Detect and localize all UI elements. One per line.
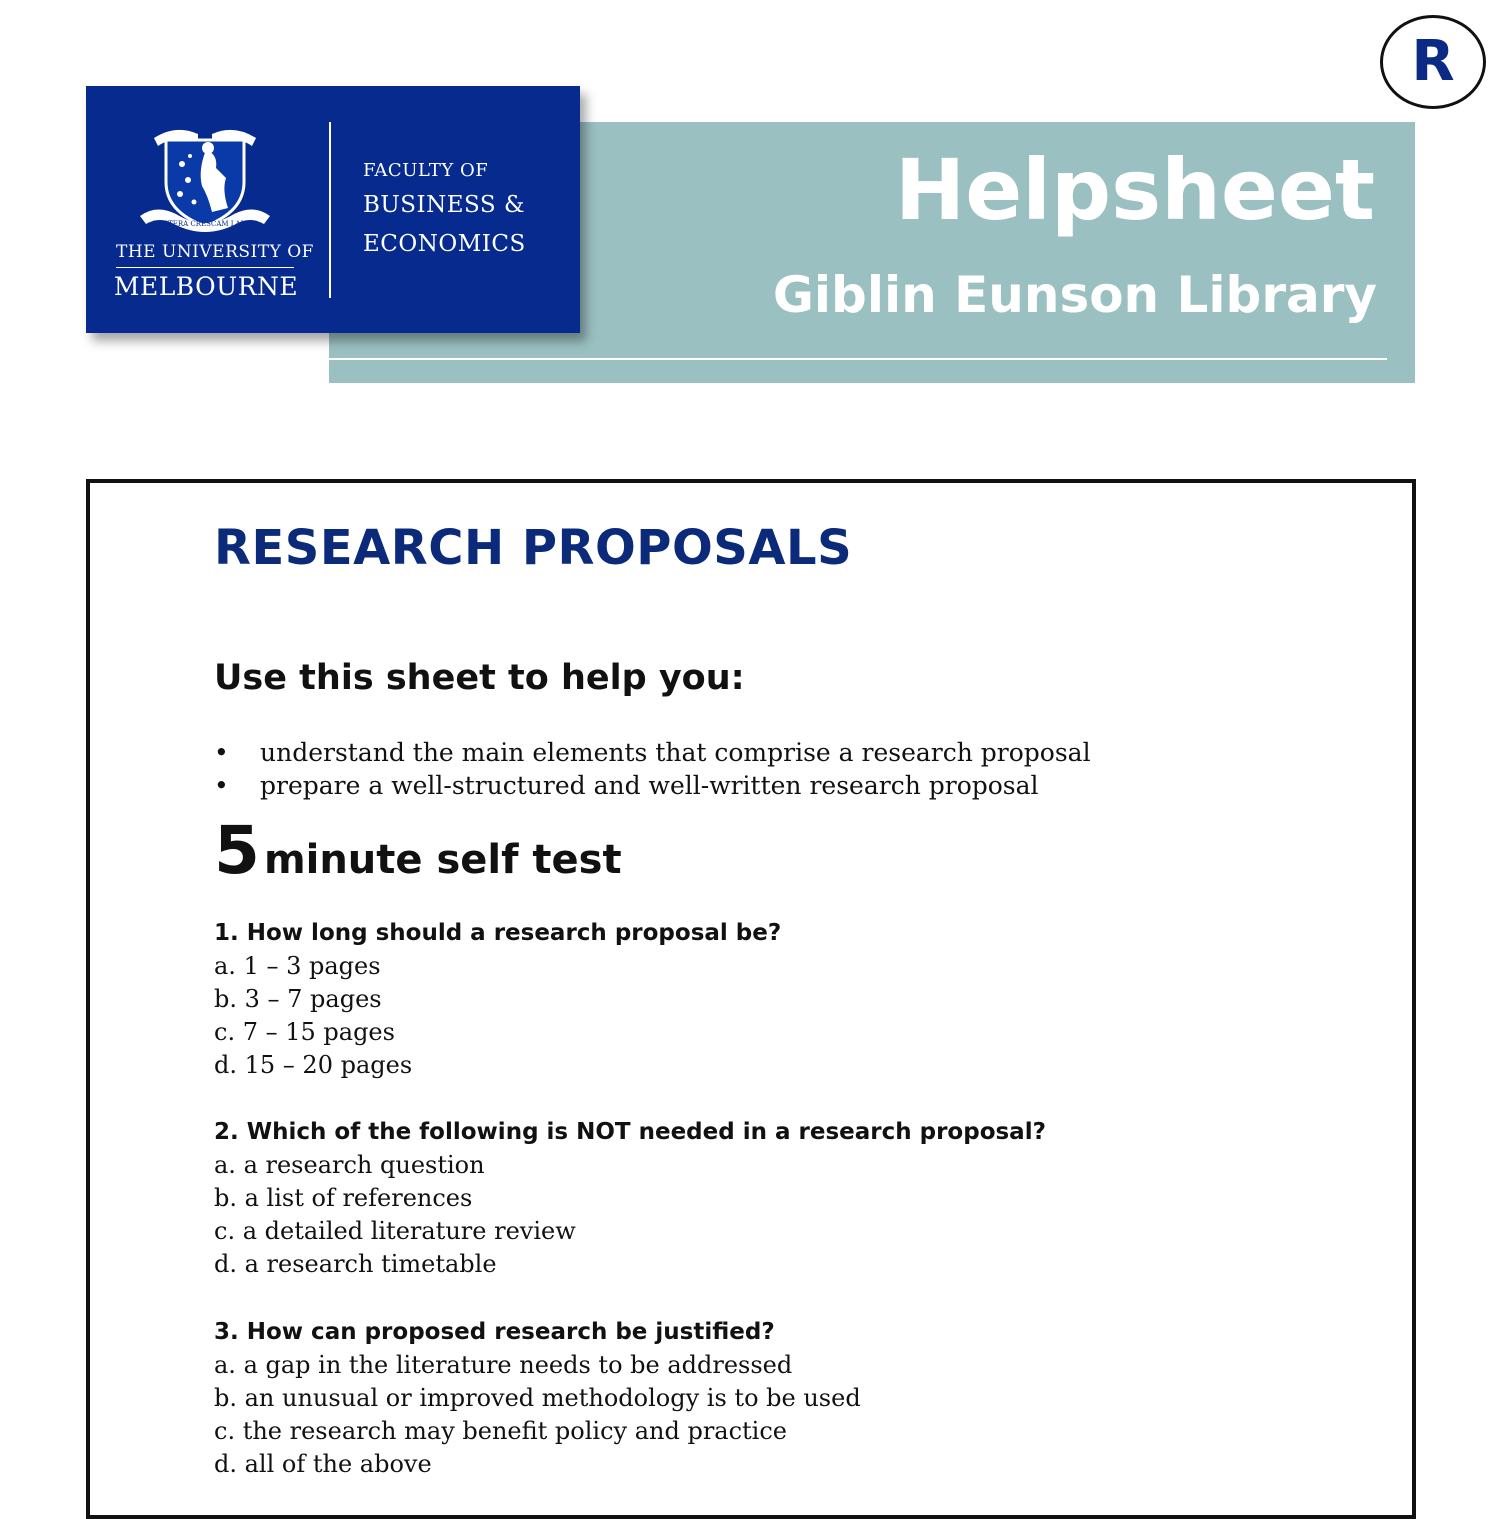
university-name-line2: MELBOURNE bbox=[113, 272, 299, 301]
logo-divider bbox=[329, 122, 331, 298]
answer-option: c. the research may benefit policy and practice bbox=[214, 1417, 787, 1445]
header-subtitle: Giblin Eunson Library bbox=[772, 266, 1377, 324]
self-test-label: minute self test bbox=[263, 837, 622, 883]
question-2 bbox=[214, 1116, 1046, 1281]
answer-option: c. a detailed literature review bbox=[214, 1217, 576, 1245]
list-item bbox=[214, 736, 1091, 769]
faculty-name-line3: ECONOMICS bbox=[363, 231, 526, 257]
bullet-icon: • bbox=[214, 738, 229, 767]
header-title: Helpsheet bbox=[894, 141, 1375, 239]
self-test-number: 5 bbox=[214, 812, 260, 889]
answer-option: d. all of the above bbox=[214, 1450, 432, 1478]
answer-option: d. a research timetable bbox=[214, 1250, 497, 1278]
document-title: RESEARCH PROPOSALS bbox=[214, 520, 853, 576]
question-1 bbox=[214, 917, 781, 1082]
university-name-line1: THE UNIVERSITY OF bbox=[116, 242, 314, 262]
answer-option: a. 1 – 3 pages bbox=[214, 952, 381, 980]
self-test-heading bbox=[214, 812, 622, 889]
faculty-name-line2: BUSINESS & bbox=[363, 192, 525, 218]
list-item bbox=[214, 769, 1091, 802]
question-text: 2. Which of the following is NOT needed in a research proposal? bbox=[214, 1119, 1046, 1145]
faculty-name-line1: FACULTY OF bbox=[363, 160, 489, 181]
header-divider bbox=[329, 358, 1387, 360]
answer-option: b. an unusual or improved methodology is to be used bbox=[214, 1384, 861, 1412]
answer-option: b. 3 – 7 pages bbox=[214, 985, 382, 1013]
objectives-list bbox=[214, 736, 1091, 802]
question-text: 3. How can proposed research be justified? bbox=[214, 1319, 775, 1345]
corner-badge bbox=[1380, 15, 1486, 109]
university-name-separator bbox=[116, 267, 294, 268]
list-item-text: understand the main elements that comprise a research proposal bbox=[260, 738, 1091, 767]
answer-option: d. 15 – 20 pages bbox=[214, 1051, 413, 1079]
answer-option: a. a research question bbox=[214, 1151, 485, 1179]
corner-badge-letter: R bbox=[1411, 29, 1455, 94]
crest-icon bbox=[136, 120, 274, 240]
answer-option: b. a list of references bbox=[214, 1184, 473, 1212]
question-3 bbox=[214, 1316, 861, 1481]
crest-motto: POSTERA CRESCAM LAUDE bbox=[152, 220, 258, 228]
answer-option: c. 7 – 15 pages bbox=[214, 1018, 395, 1046]
university-logo bbox=[86, 86, 580, 333]
bullet-icon: • bbox=[214, 771, 229, 800]
answer-option: a. a gap in the literature needs to be addressed bbox=[214, 1351, 793, 1379]
list-item-text: prepare a well-structured and well-written research proposal bbox=[260, 771, 1039, 800]
question-text: 1. How long should a research proposal be? bbox=[214, 920, 782, 946]
intro-heading: Use this sheet to help you: bbox=[214, 658, 745, 698]
